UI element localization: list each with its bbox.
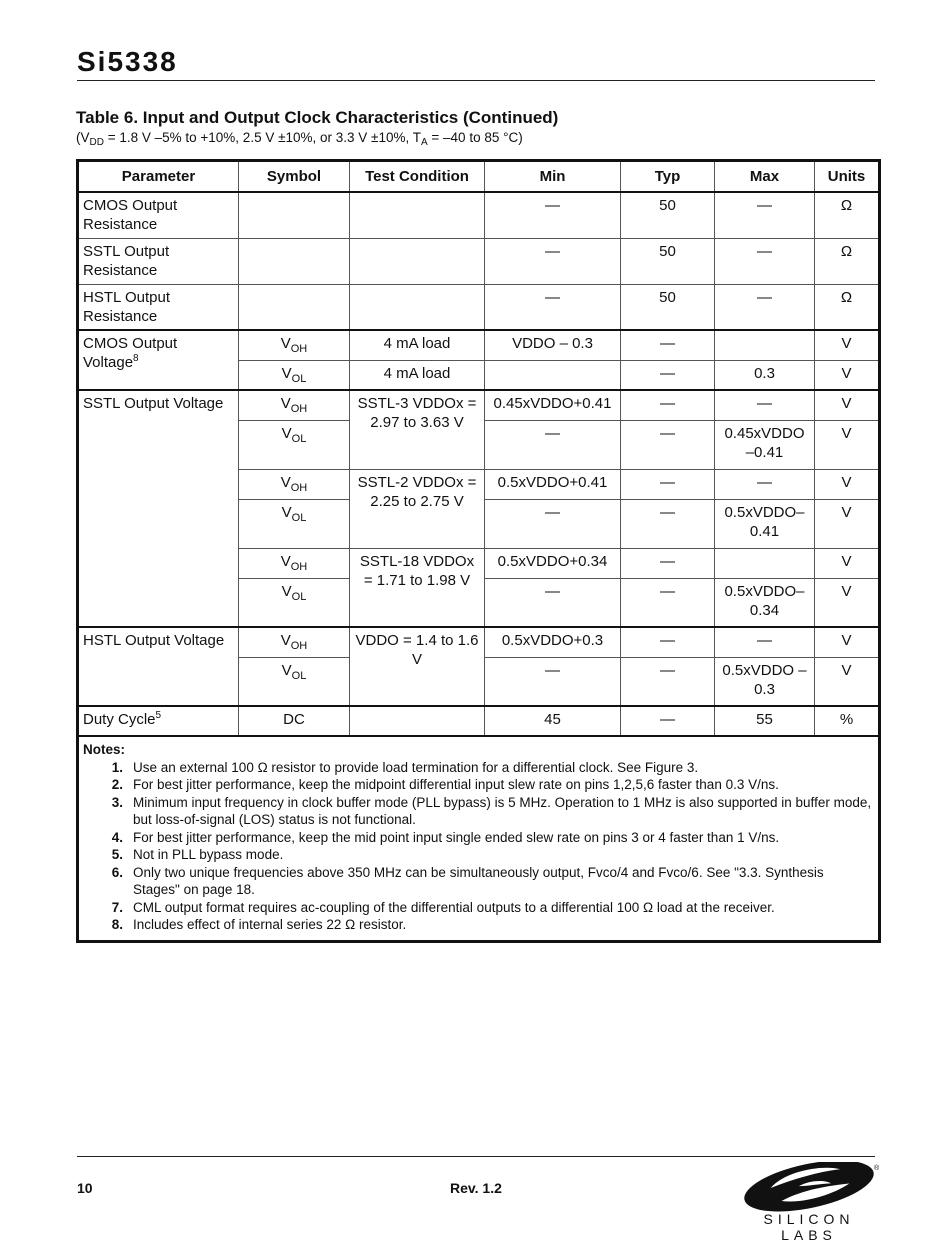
- spec-table: [76, 159, 881, 943]
- revision-label: Rev. 1.2: [450, 1180, 502, 1196]
- units-cell: V: [815, 469, 880, 499]
- note-item: 6. Only two unique frequencies above 350 MHz can be simultaneously output, Fvco/4 and Fvco/6. See "3.3. Synthesis Stages" on page 18.: [111, 864, 824, 897]
- symbol-cell: $V_{OH}$: [239, 548, 350, 578]
- col-header-min: Min: [485, 161, 621, 193]
- symbol-cell: $V_{OH}$: [239, 390, 350, 420]
- condition-cell: SSTL-3 VDDOx = 2.97 to 3.63 V: [350, 390, 485, 469]
- note-item: 5. Not in PLL bypass mode.: [111, 847, 284, 862]
- typ-cell: 50: [621, 284, 715, 330]
- note-item: 1. Use an external 100 Ω resistor to provide load termination for a differential clock. See Figure 3.: [111, 759, 699, 775]
- param-cell: CMOS Output Resistance: [78, 192, 239, 238]
- col-header-symbol: Symbol: [239, 161, 350, 193]
- typ-cell: 50: [621, 192, 715, 238]
- max-cell: 0.5xVDDO– 0.41: [715, 499, 815, 548]
- min-cell: 0.5xVDDO+0.34: [485, 548, 621, 578]
- condition-cell: 4 mA load: [350, 360, 485, 390]
- typ-cell: —: [621, 499, 715, 548]
- min-cell: 0.5xVDDO+0.3: [485, 627, 621, 657]
- col-header-max: Max: [715, 161, 815, 193]
- units-cell: V: [815, 420, 880, 469]
- max-cell: —: [715, 390, 815, 420]
- table-row: [78, 390, 880, 420]
- note-item: 8. Includes effect of internal series 22 Ω resistor.: [111, 917, 407, 932]
- part-number: Si5338: [77, 46, 178, 77]
- max-cell: [715, 548, 815, 578]
- condition-cell: [350, 238, 485, 284]
- col-header-test-condition: Test Condition: [350, 161, 485, 193]
- min-cell: [485, 360, 621, 390]
- col-header-typ: Typ: [621, 161, 715, 193]
- symbol-cell: $V_{OH}$: [239, 627, 350, 657]
- typ-cell: —: [621, 360, 715, 390]
- symbol-cell: $V_{OL}$: [239, 657, 350, 706]
- param-cell: SSTL Output Resistance: [78, 238, 239, 284]
- col-header-units: Units: [815, 161, 880, 193]
- max-cell: —: [715, 238, 815, 284]
- max-cell: —: [715, 284, 815, 330]
- max-cell: [715, 330, 815, 360]
- note-item: 4. For best jitter performance, keep the mid point input single ended slew rate on pins 3 or 4 faster than 1 V/ns.: [111, 829, 780, 845]
- param-cell: HSTL Output Voltage: [78, 627, 239, 706]
- note-item: 2. For best jitter performance, keep the midpoint differential input slew rate on pins 1,2,5,6 faster than 0.3 V/ns.: [111, 777, 779, 792]
- typ-cell: —: [621, 330, 715, 360]
- max-cell: —: [715, 469, 815, 499]
- symbol-cell: $V_{OL}$: [239, 360, 350, 390]
- units-cell: V: [815, 548, 880, 578]
- table-row: [78, 627, 880, 657]
- max-cell: 0.5xVDDO– 0.34: [715, 578, 815, 627]
- condition-cell: SSTL-2 VDDOx = 2.25 to 2.75 V: [350, 469, 485, 548]
- footer-rule: [77, 1156, 875, 1157]
- min-cell: VDDO – 0.3: [485, 330, 621, 360]
- typ-cell: —: [621, 578, 715, 627]
- units-cell: V: [815, 499, 880, 548]
- typ-cell: 50: [621, 238, 715, 284]
- max-cell: 0.45xVDDO –0.41: [715, 420, 815, 469]
- min-cell: —: [485, 238, 621, 284]
- symbol-cell: [239, 238, 350, 284]
- svg-text:®: ®: [874, 1165, 880, 1172]
- table-row: [78, 238, 880, 284]
- typ-cell: —: [621, 469, 715, 499]
- condition-cell: 4 mA load: [350, 330, 485, 360]
- table-header-row: [78, 161, 880, 193]
- typ-cell: —: [621, 420, 715, 469]
- param-cell: Duty Cycle$^5$: [78, 706, 239, 736]
- units-cell: V: [815, 330, 880, 360]
- typ-cell: —: [621, 548, 715, 578]
- symbol-cell: DC: [239, 706, 350, 736]
- min-cell: —: [485, 284, 621, 330]
- units-cell: V: [815, 390, 880, 420]
- table-row: [78, 192, 880, 238]
- symbol-cell: $V_{OH}$: [239, 330, 350, 360]
- notes-row: [78, 736, 880, 941]
- page-number: 10: [77, 1180, 93, 1196]
- condition-cell: [350, 706, 485, 736]
- units-cell: V: [815, 657, 880, 706]
- units-cell: Ω: [815, 192, 880, 238]
- min-cell: 45: [485, 706, 621, 736]
- min-cell: —: [485, 499, 621, 548]
- notes-title: Notes:: [83, 742, 126, 757]
- condition-cell: SSTL-18 VDDOx = 1.71 to 1.98 V: [350, 548, 485, 627]
- symbol-cell: $V_{OL}$: [239, 420, 350, 469]
- symbol-cell: $V_{OH}$: [239, 469, 350, 499]
- max-cell: —: [715, 627, 815, 657]
- param-cell: SSTL Output Voltage: [78, 390, 239, 627]
- condition-cell: [350, 284, 485, 330]
- min-cell: —: [485, 420, 621, 469]
- table-conditions: ($V_{DD} = 1.8$ V –5% to +10%, 2.5 V ±10%, or 3.3 V ±10%, $T_A = -40$ to 85 °C): [76, 130, 523, 148]
- typ-cell: —: [621, 657, 715, 706]
- table-row: [78, 330, 880, 360]
- param-cell: CMOS Output Voltage$^8$: [78, 330, 239, 390]
- max-cell: 55: [715, 706, 815, 736]
- units-cell: %: [815, 706, 880, 736]
- units-cell: Ω: [815, 284, 880, 330]
- max-cell: 0.5xVDDO – 0.3: [715, 657, 815, 706]
- symbol-cell: [239, 192, 350, 238]
- min-cell: —: [485, 192, 621, 238]
- condition-cell: [350, 192, 485, 238]
- typ-cell: —: [621, 627, 715, 657]
- units-cell: Ω: [815, 238, 880, 284]
- table-row: [78, 284, 880, 330]
- min-cell: —: [485, 578, 621, 627]
- min-cell: 0.5xVDDO+0.41: [485, 469, 621, 499]
- max-cell: 0.3: [715, 360, 815, 390]
- units-cell: V: [815, 360, 880, 390]
- typ-cell: —: [621, 390, 715, 420]
- min-cell: 0.45xVDDO+0.41: [485, 390, 621, 420]
- notes-cell: [78, 736, 880, 941]
- table-row: [78, 706, 880, 736]
- note-item: 7. CML output format requires ac-coupling of the differential outputs to a differential 100 Ω load at the receiver.: [111, 899, 775, 915]
- condition-cell: VDDO = 1.4 to 1.6 V: [350, 627, 485, 706]
- symbol-cell: $V_{OL}$: [239, 578, 350, 627]
- notes-list: [83, 759, 874, 934]
- symbol-cell: [239, 284, 350, 330]
- table-caption: Table 6. Input and Output Clock Characteristics (Continued): [76, 108, 559, 127]
- note-item: 3. Minimum input frequency in clock buffer mode (PLL bypass) is 5 MHz. Operation to 1 MHz is also supported in buffer mode, but loss-of-signal (LOS) status is not functional.: [111, 794, 872, 827]
- typ-cell: —: [621, 706, 715, 736]
- min-cell: —: [485, 657, 621, 706]
- units-cell: V: [815, 578, 880, 627]
- units-cell: V: [815, 627, 880, 657]
- col-header-parameter: Parameter: [78, 161, 239, 193]
- header-rule: [77, 80, 875, 81]
- param-cell: HSTL Output Resistance: [78, 284, 239, 330]
- max-cell: —: [715, 192, 815, 238]
- symbol-cell: $V_{OL}$: [239, 499, 350, 548]
- logo-wordmark: SILICON LABS: [763, 1211, 855, 1243]
